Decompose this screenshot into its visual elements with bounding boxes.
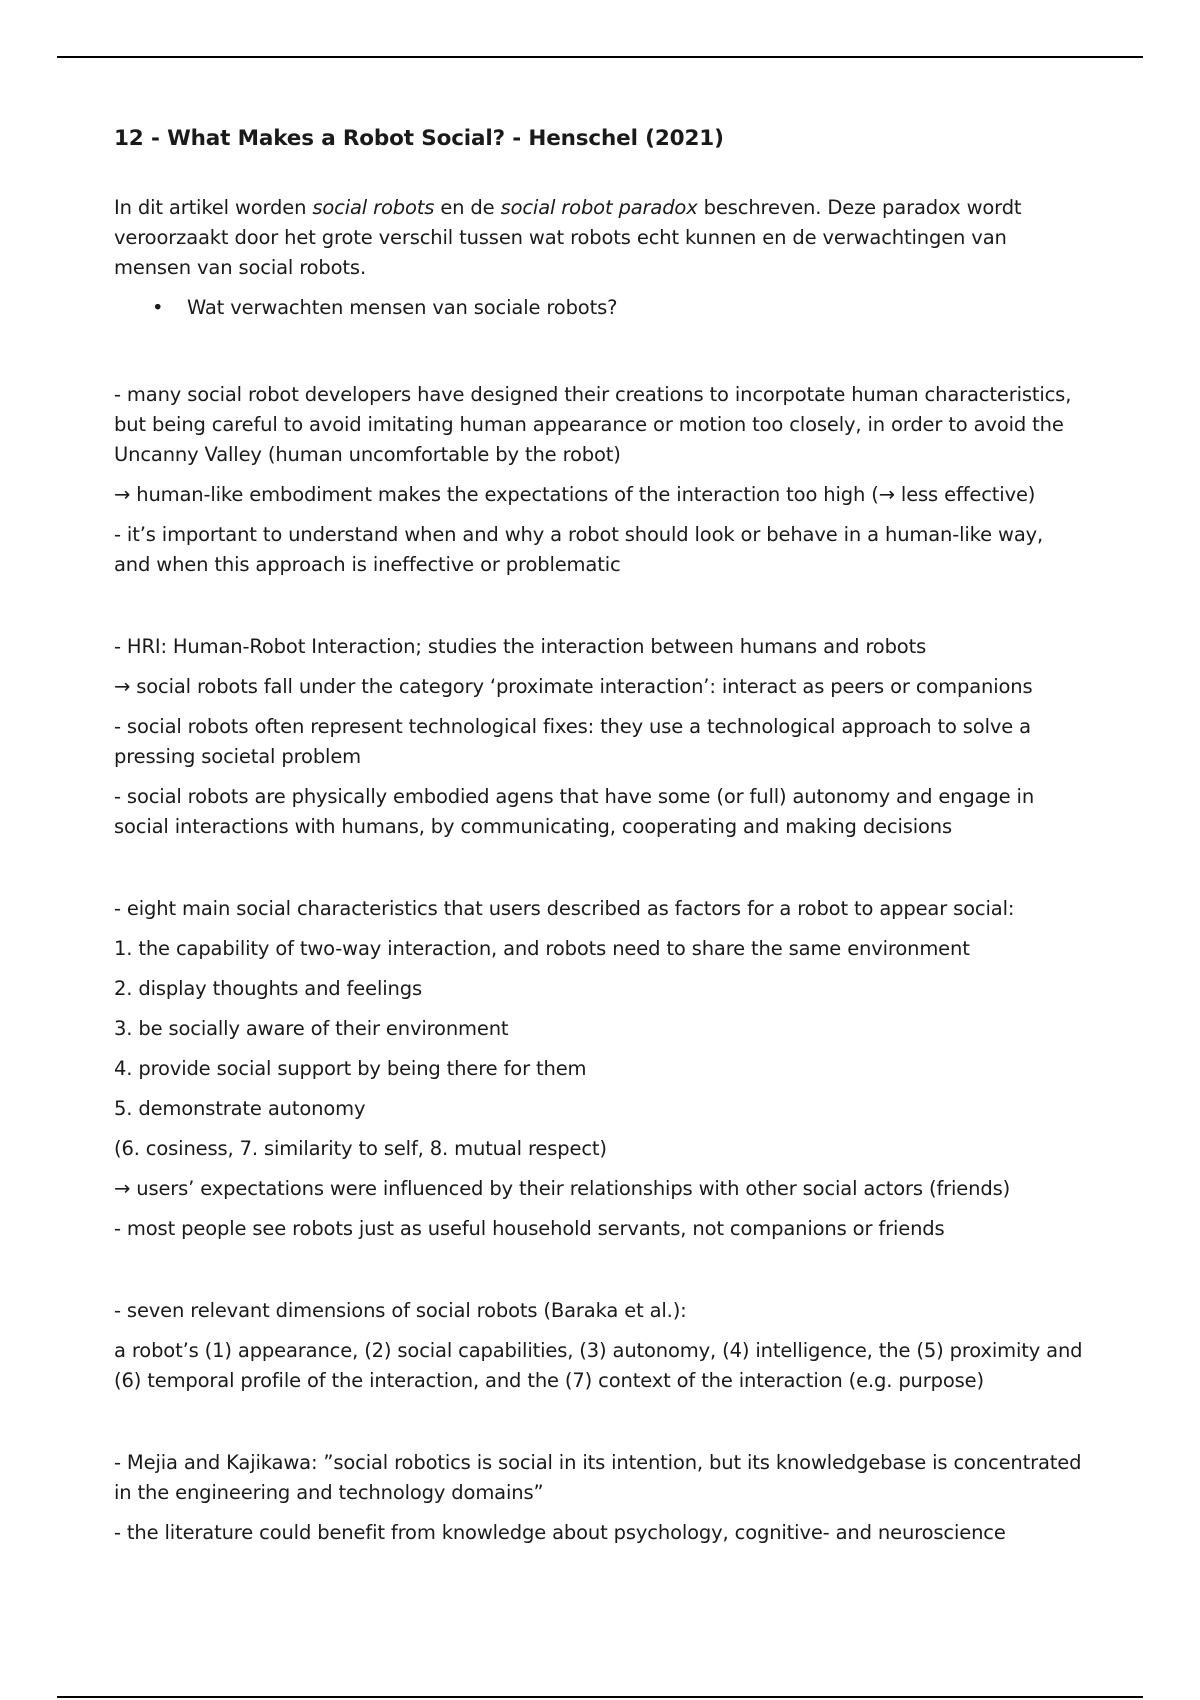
intro-text-1: In dit artikel worden: [114, 196, 313, 219]
intro-text-2: en de: [434, 196, 501, 219]
s3-line-last: - most people see robots just as useful household servants, not companions or friends: [114, 1217, 945, 1240]
s3-item-4: 4. provide social support by being there for them: [114, 1057, 587, 1080]
s3-item-6-8: (6. cosiness, 7. similarity to self, 8. mutual respect): [114, 1137, 607, 1160]
s4-line-1: - seven relevant dimensions of social robots (Baraka et al.):: [114, 1299, 687, 1322]
s2-line-1: - HRI: Human-Robot Interaction; studies the interaction between humans and robots: [114, 635, 927, 658]
intro-paragraph: [114, 193, 1084, 283]
intro-text-3: beschreven. Deze paradox wordt veroorzaakt door het grote verschil tussen wat robots echt kunnen en de verwachtingen van mensen van social robots.: [114, 196, 1022, 279]
s1-line-1: - many social robot developers have designed their creations to incorpotate human characteristics, but being careful to avoid imitating human appearance or motion too closely, in order to avoid the Uncanny Valley (human uncomfortable by the robot): [114, 383, 1072, 466]
s2-line-4: - social robots are physically embodied agens that have some (or full) autonomy and engage in social interactions with humans, by communicating, cooperating and making decisions: [114, 785, 1035, 838]
s1-line-2: → human-like embodiment makes the expectations of the interaction too high (→ less effective): [114, 483, 1036, 506]
s3-item-2: 2. display thoughts and feelings: [114, 977, 422, 1000]
s1-line-3: - it’s important to understand when and why a robot should look or behave in a human-like way, and when this approach is ineffective or problematic: [114, 523, 1044, 576]
s3-item-5: 5. demonstrate autonomy: [114, 1097, 366, 1120]
s2-line-3: - social robots often represent technological fixes: they use a technological approach to solve a pressing societal problem: [114, 715, 1031, 768]
intro-italic-social-robots: social robots: [312, 196, 435, 219]
s3-line-1: - eight main social characteristics that users described as factors for a robot to appear social:: [114, 897, 1015, 920]
intro-italic-paradox: social robot paradox: [500, 196, 698, 219]
page-title: 12 - What Makes a Robot Social? - Henschel (2021): [114, 126, 724, 151]
s3-line-arrow: → users’ expectations were influenced by their relationships with other social actors (friends): [114, 1177, 1011, 1200]
bottom-rule: [57, 1696, 1143, 1698]
bullet-dot-icon: •: [152, 296, 164, 319]
s4-line-2: a robot’s (1) appearance, (2) social capabilities, (3) autonomy, (4) intelligence, the (5) proximity and (6) temporal profile of the interaction, and the (7) context of the interaction (e.g. purpose): [114, 1339, 1083, 1392]
top-rule: [57, 56, 1143, 58]
document-body: [114, 124, 1084, 1548]
bullet-text: Wat verwachten mensen van sociale robots?: [187, 296, 618, 319]
s3-item-3: 3. be socially aware of their environment: [114, 1017, 509, 1040]
bullet-item: [114, 293, 1084, 323]
s5-line-2: - the literature could benefit from knowledge about psychology, cognitive- and neuroscience: [114, 1521, 1006, 1544]
s5-line-1: - Mejia and Kajikawa: ”social robotics is social in its intention, but its knowledgebase is concentrated in the engineering and technology domains”: [114, 1451, 1082, 1504]
s3-item-1: 1. the capability of two-way interaction, and robots need to share the same environment: [114, 937, 970, 960]
s2-line-2: → social robots fall under the category ‘proximate interaction’: interact as peers or companions: [114, 675, 1033, 698]
